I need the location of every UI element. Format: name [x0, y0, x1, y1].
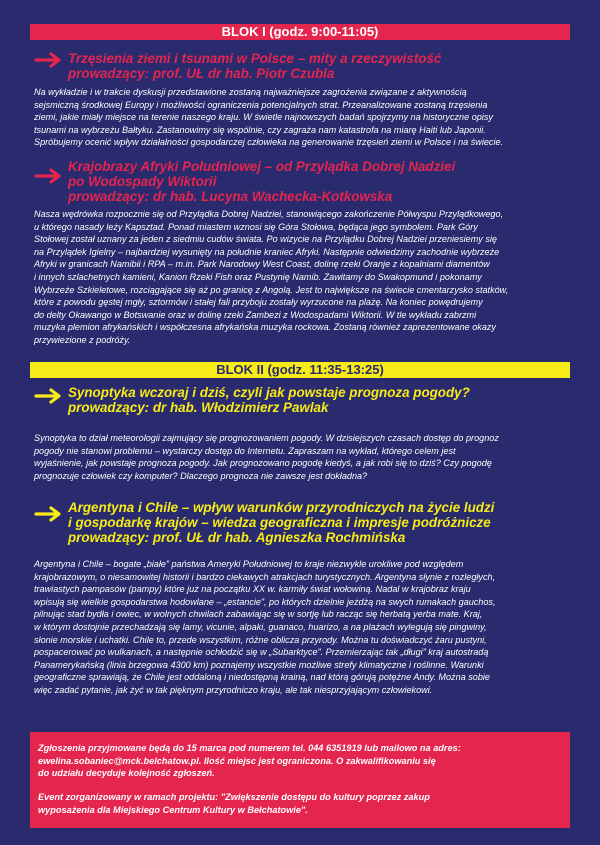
- desc-line: wpisują się wielkie gospodarstwa hodowlane – „estancie”, po których dzielnie jeżdżą na swych rumakach gauchos,: [34, 596, 496, 607]
- desc-line: ziemi, jakie miały miejsce na terenie naszego kraju. W świetle najnowszych badań spojrzymy na historyczne opisy: [34, 112, 493, 123]
- talk4-title-line: i gospodarkę krajów – wiedza geograficzna i impresje podróżnicze: [68, 515, 491, 530]
- desc-line: pilnując stad bydła i owiec, w wolnych chwilach zabawiając się w sortję lub racząc się herbatą yerba mate. Kraj,: [34, 609, 483, 620]
- desc-line: Nasza wędrówka rozpocznie się od Przylądka Dobrej Nadziei, stanowiącego zakończenie Półwyspu Przylądkowego,: [34, 209, 504, 219]
- blok1-header: BLOK I (godz. 9:00-11:05): [30, 24, 570, 40]
- desc-line: Argentyna i Chile – bogate „białe” państwa Ameryki Południowej to kraje niezwykle urokliwe pod względem: [34, 559, 464, 569]
- desc-line: geograficzne sprawiają, że Chile jest oddaloną i niedostępną krainą, nad którą górują potężne Andy. Można sobie: [34, 672, 490, 683]
- talk2-title-line: po Wodospady Wiktorii: [68, 174, 217, 189]
- desc-line: u którego nasady leży Kapsztad. Ponad miastem wznosi się Góra Stołowa, będąca jego symbolem. Park Góry: [34, 221, 478, 232]
- desc-line: Wybrzeże Szkieletowe, rozciągające się aż po granicę z Angolą. Jest to największe na świecie cmentarzysko statków,: [34, 284, 509, 295]
- talk2-title-line: Krajobrazy Afryki Południowej – od Przylądka Dobrej Nadziei: [68, 159, 456, 174]
- desc-line: Na wykładzie i w trakcie dyskusji przedstawione zostaną najważniejsze zagrożenia związane z aktywnością: [34, 87, 467, 97]
- desc-line: Afryki w granicach Namibii i RPA – m.in. Park Narodowy West Coast, dolinę rzeki Oranje z kopalniami diamentów: [34, 259, 490, 270]
- talk2-speaker: prowadzący: dr hab. Lucyna Wachecka-Kotkowska: [68, 189, 393, 204]
- talk3-title-line: Synoptyka wczoraj i dziś, czyli jak powstaje prognoza pogody?: [68, 385, 470, 400]
- talk1-speaker: prowadzący: prof. UŁ dr hab. Piotr Czubla: [68, 66, 335, 81]
- talk3-description: [34, 432, 574, 482]
- registration-email-line: ewelina.sobaniec@mck.belchatow.pl. Ilość miejsc jest ograniczona. O zakwalifikowaniu się: [38, 755, 436, 766]
- desc-line: do delty Okawango w Botswanie oraz w dolinę rzeki Zambezi z Wodospadami Wiktorii. W tle wykładu zabrzmi: [34, 309, 477, 320]
- desc-line: przywiezione z podróży.: [34, 334, 131, 345]
- desc-line: tsunami na wybrzeżu Bałtyku. Zastanowimy się wspólnie, czy zagraża nam katastrofa na miarę Haiti lub Japonii.: [34, 124, 486, 135]
- talk3-speaker: prowadzący: dr hab. Włodzimierz Pawlak: [68, 400, 329, 415]
- desc-line: muzyka plemion afrykańskich i współczesna afrykańska muzyka rockowa. Zostaną również zaprezentowane okazy: [34, 322, 496, 333]
- registration-box: [30, 732, 570, 828]
- project-line: wyposażenia dla Miejskiego Centrum Kultury w Bełchatowie".: [38, 804, 308, 815]
- talk1-description: [34, 86, 574, 149]
- desc-line: Panamerykańską (linia brzegowa 4300 km) poznajemy wszystkie możliwe strefy klimatyczne i roślinne. Warunki: [34, 659, 484, 670]
- desc-line: w którym dostojnie przechadzają się lamy, vicunie, alpaki, guanaco, huarizo, a na plażach wylegują się pingwiny,: [34, 621, 487, 632]
- right-arrow-icon: [34, 168, 64, 184]
- desc-line: na Przylądek Igielny – najbardziej wysunięty na południe kraniec Afryki. Następnie odwiedzimy zachodnie wybrzeże: [34, 246, 500, 257]
- desc-line: trawiastych pampasów (pampy) które już na początku XX w. karmiły świat wołowiną. Nadal w krajobraz kraju: [34, 584, 471, 595]
- right-arrow-icon: [34, 388, 64, 404]
- desc-line: i innych szlachetnych kamieni, Kanion Rzeki Fish oraz Pustynię Namib. Zawitamy do Swakopmund i pokonamy: [34, 271, 482, 282]
- desc-line: wyjaśnienie, jak powstaje prognoza pogody. Jak prognozowano pogodę kiedyś, a jak robi się to dziś? Czy pogodę: [34, 458, 492, 469]
- talk4-title-line: Argentyna i Chile – wpływ warunków przyrodniczych na życie ludzi: [68, 500, 495, 515]
- right-arrow-icon: [34, 52, 64, 68]
- registration-line: Zgłoszenia przyjmowane będą do 15 marca pod numerem tel. 044 6351919 lub mailowo na adres:: [38, 743, 461, 753]
- desc-line: Synoptyka to dział meteorologii zajmujący się prognozowaniem pogody. W dzisiejszych czasach dostęp do prognoz: [34, 433, 499, 443]
- project-line: Event zorganizowany w ramach projektu: "Zwiększenie dostępu do kultury poprzez zakup: [38, 792, 430, 802]
- desc-line: więc zadać pytanie, jak żyć w tak pięknym przyrodniczo kraju, ale tak niesprzyjającym człowiekowi.: [34, 684, 433, 695]
- desc-line: pogody nie stanowi problemu – wystarczy dostęp do Internetu. Zapraszam na wykład, którego celem jest: [34, 445, 456, 456]
- talk1-title-line: Trzęsienia ziemi i tsunami w Polsce – mity a rzeczywistość: [68, 51, 442, 66]
- registration-info: [38, 742, 568, 780]
- right-arrow-icon: [34, 506, 64, 522]
- project-info: [38, 791, 568, 816]
- desc-line: krajobrazowym, o niesamowitej historii i bardzo ciekawych atrakcjach turystycznych. Argentyna słynie z rozległych,: [34, 571, 496, 582]
- talk2-description: [34, 208, 574, 347]
- blok2-header: BLOK II (godz. 11:35-13:25): [30, 362, 570, 378]
- desc-line: Spróbujemy ocenić wpływ działalności gospodarczej człowieka na generowanie trzęsień ziemi w Polsce i na świecie.: [34, 137, 504, 148]
- talk3-title: [68, 385, 578, 415]
- talk1-title: [68, 51, 578, 81]
- desc-line: sejsmiczną środkowej Europy i możliwości ograniczenia potencjalnych strat. Przeanalizowane zostaną trzęsienia: [34, 99, 488, 110]
- talk4-speaker: prowadzący: prof. UŁ dr hab. Agnieszka Rochmińska: [68, 530, 406, 545]
- registration-line: do udziału decyduje kolejność zgłoszeń.: [38, 768, 215, 779]
- talk4-title: [68, 500, 578, 545]
- desc-line: prognozuje człowiek czy komputer? Dlaczego prognoza nie zawsze jest dokładna?: [34, 470, 368, 481]
- desc-line: słonie morskie i uchatki. Chile to, przede wszystkim, różne oblicza przyrody. Można tu doświadczyć żaru pustyni,: [34, 634, 487, 645]
- desc-line: Stołowej został uznany za jeden z siedmiu cudów świata. Po wizycie na Przylądku Dobrej Nadziei przeniesiemy się: [34, 234, 497, 245]
- talk2-title: [68, 159, 578, 204]
- talk4-description: [34, 558, 574, 697]
- desc-line: pospacerować po wulkanach, a następnie ochłodzić się w „Subarktyce”. Przemierzając tak „długi” kraj autostradą: [34, 647, 489, 658]
- desc-line: które z powodu gęstej mgły, sztormów i stałej fali przyboju zostały wyrzucone na plażę. Na koniec powędrujemy: [34, 297, 483, 308]
